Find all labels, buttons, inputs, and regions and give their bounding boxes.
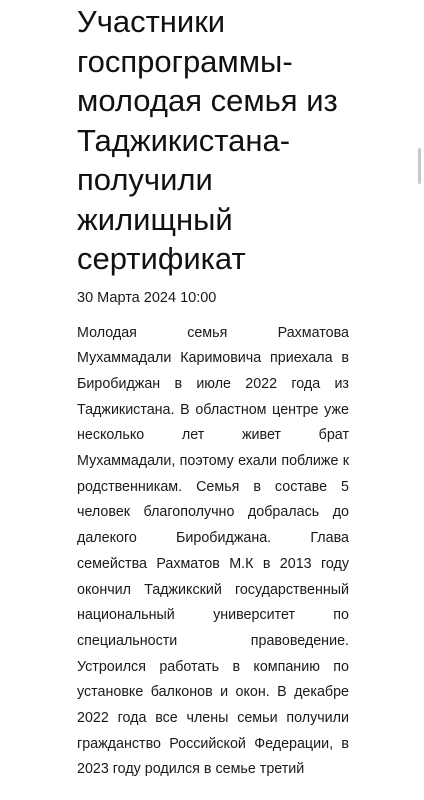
article-date: 30 Марта 2024 10:00 [77, 289, 217, 306]
article-body: Молодая семья Рахматова Мухаммадали Каримовича приехала в Биробиджан в июле 2022 года из Таджикистана. В областном центре уже несколько лет живет брат Мухаммадали, поэтому ехали поближе к родственникам. Семья в составе 5 человек благополучно добралась до далекого Биробиджана. Глава семейства Рахматов М.К в 2013 году окончил Таджикский государственный национальный университет по специальности правоведение. Устроился работать в компанию по установке балконов и окон. В декабре 2022 года все члены семьи получили гражданство Российской Федерации, в 2023 году родился в семье третий [77, 324, 349, 778]
scrollbar-thumb[interactable] [418, 148, 421, 184]
article-content [77, 0, 349, 783]
article-title: Участники госпрограммы-молодая семья из Таджикистана-получили жилищный сертификат [77, 4, 338, 276]
